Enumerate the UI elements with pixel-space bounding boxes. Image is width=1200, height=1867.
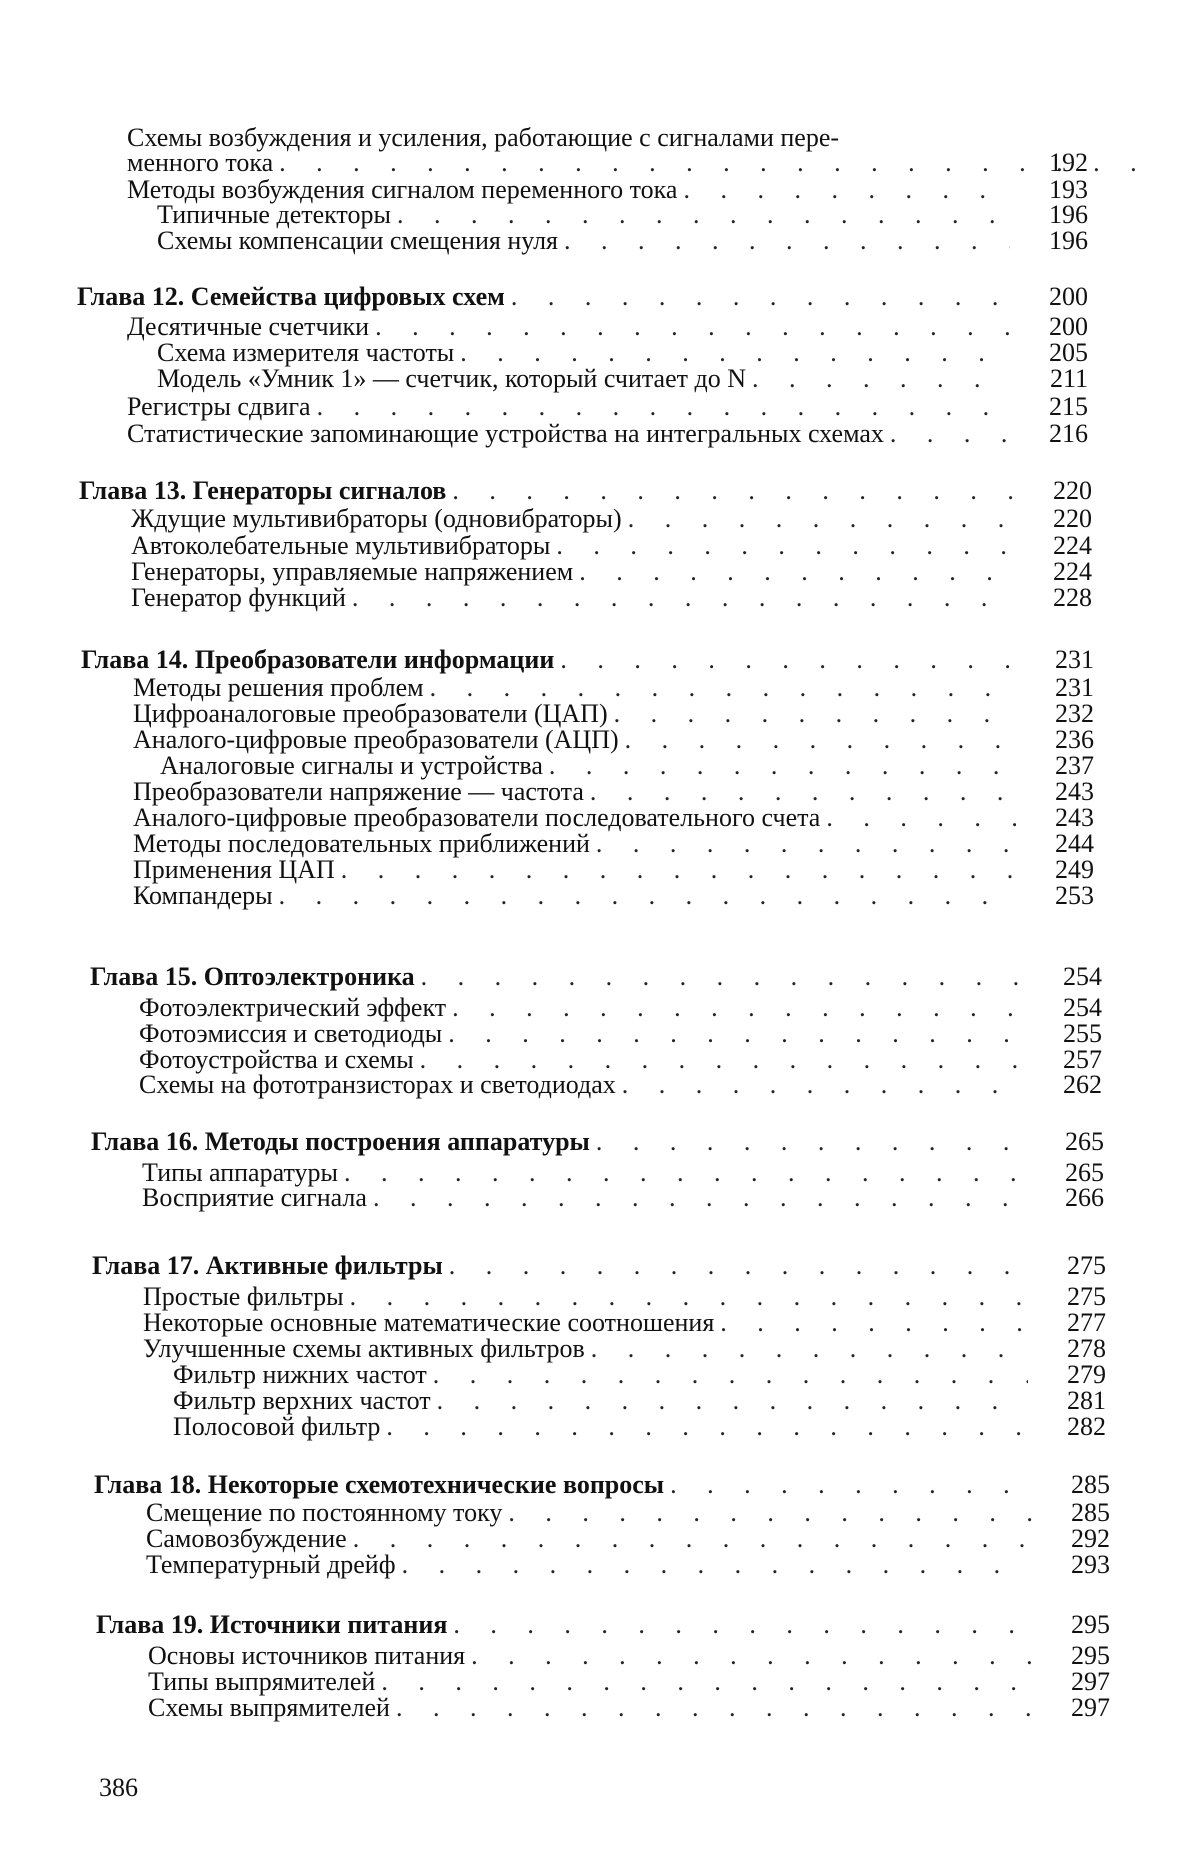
chapter-heading <box>96 1611 1032 1639</box>
dot-leader <box>273 149 1137 177</box>
toc-entry <box>157 365 1010 393</box>
toc-entry <box>173 1361 1028 1389</box>
toc-entry-title: Самовозбуждение <box>146 1524 347 1553</box>
toc-entry-title: Аналого-цифровые преобразователи последовательного счета <box>133 803 821 832</box>
toc-entry <box>127 420 1010 448</box>
dot-leader <box>558 227 1010 255</box>
toc-entry-title: Автоколебательные мультивибраторы <box>131 531 551 560</box>
toc-entry-page: 266 <box>1065 1183 1104 1212</box>
toc-entry-page: 295 <box>1071 1641 1110 1670</box>
toc-entry-page: 196 <box>1049 226 1088 255</box>
toc-entry-title: Регистры сдвига <box>127 392 311 421</box>
dot-leader <box>338 1159 1026 1187</box>
toc-entry-title: Методы возбуждения сигналом переменного тока <box>127 175 678 204</box>
dot-leader <box>424 674 1016 702</box>
toc-entry-title: Типичные детекторы <box>157 200 391 229</box>
toc-entry <box>133 700 1016 728</box>
toc-entry-title: Аналоговые сигналы и устройства <box>160 751 543 780</box>
toc-entry <box>143 1309 1028 1337</box>
chapter-page: 231 <box>1055 645 1094 674</box>
dot-leader <box>390 1694 1032 1722</box>
toc-entry-page: 215 <box>1049 392 1088 421</box>
dot-leader <box>346 584 1014 612</box>
toc-entry-title: Схемы на фототранзисторах и светодиодах <box>139 1070 616 1099</box>
toc-entry-page: 265 <box>1065 1158 1104 1187</box>
toc-entry <box>148 1668 1032 1696</box>
toc-entry <box>127 149 1137 177</box>
dot-leader <box>884 420 1010 448</box>
toc-entry-title: менного тока <box>127 148 274 177</box>
dot-leader <box>415 963 1024 991</box>
toc-entry <box>146 1499 1032 1527</box>
toc-entry-page: 249 <box>1055 855 1094 884</box>
dot-leader <box>369 313 1010 341</box>
toc-entry-page: 228 <box>1053 583 1092 612</box>
toc-entry-page: 279 <box>1067 1360 1106 1389</box>
dot-leader <box>446 477 1014 505</box>
toc-entry-page: 253 <box>1055 881 1094 910</box>
toc-entry-page: 220 <box>1053 504 1092 533</box>
toc-entry-page: 224 <box>1053 531 1092 560</box>
toc-entry-title: Полосовой фильтр <box>173 1412 381 1441</box>
toc-entry-page: 244 <box>1055 829 1094 858</box>
toc-entry-page: 297 <box>1071 1667 1110 1696</box>
chapter-title: Глава 15. Оптоэлектроника <box>90 962 415 991</box>
toc-entry-page: 196 <box>1049 200 1088 229</box>
toc-entry-title: Схемы компенсации смещения нуля <box>157 226 559 255</box>
toc-entry-page: 297 <box>1071 1693 1110 1722</box>
toc-entry-page: 254 <box>1063 993 1102 1022</box>
toc-entry-title: Схемы выпрямителей <box>148 1693 390 1722</box>
dot-leader <box>427 1361 1028 1389</box>
chapter-heading <box>77 283 1010 311</box>
dot-leader <box>677 176 1010 204</box>
dot-leader <box>273 882 1016 910</box>
toc-entry <box>143 1283 1028 1311</box>
toc-entry <box>133 778 1016 806</box>
dot-leader <box>543 752 1016 780</box>
toc-entry-title: Улучшенные схемы активных фильтров <box>143 1334 585 1363</box>
toc-entry-page: 257 <box>1063 1045 1102 1074</box>
toc-entry <box>131 558 1014 586</box>
chapter-page: 220 <box>1053 476 1092 505</box>
toc-entry-intro-line1: Схемы возбуждения и усиления, работающие с сигналами пере- <box>127 123 840 152</box>
dot-leader <box>396 1551 1032 1579</box>
chapter-page: 265 <box>1065 1127 1104 1156</box>
toc-entry-page: 237 <box>1055 751 1094 780</box>
toc-entry-page: 293 <box>1071 1550 1110 1579</box>
chapter-heading <box>91 1128 1026 1156</box>
chapter-page: 285 <box>1071 1470 1110 1499</box>
toc-entry <box>157 227 1010 255</box>
chapter-title: Глава 14. Преобразователи информации <box>81 645 555 674</box>
toc-entry-title: Температурный дрейф <box>146 1550 396 1579</box>
dot-leader <box>344 1283 1028 1311</box>
toc-entry <box>127 313 1010 341</box>
dot-leader <box>311 393 1010 421</box>
toc-entry-page: 224 <box>1053 557 1092 586</box>
dot-leader <box>446 994 1024 1022</box>
toc-entry <box>133 804 1016 832</box>
dot-leader <box>431 1387 1028 1415</box>
dot-leader <box>375 1668 1032 1696</box>
chapter-heading <box>92 1252 1028 1280</box>
chapter-page: 200 <box>1049 282 1088 311</box>
dot-leader <box>585 1335 1028 1363</box>
toc-entry-page: 236 <box>1055 725 1094 754</box>
toc-entry-title: Фотоустройства и схемы <box>139 1045 414 1074</box>
toc-entry-title: Цифроаналоговые преобразователи (ЦАП) <box>133 699 608 728</box>
dot-leader <box>608 700 1016 728</box>
toc-entry-title: Фотоэлектрический эффект <box>139 993 447 1022</box>
dot-leader <box>505 283 1010 311</box>
chapter-heading <box>90 963 1024 991</box>
dot-leader <box>447 1611 1032 1639</box>
toc-entry-title: Фильтр нижних частот <box>173 1360 427 1389</box>
chapter-page: 295 <box>1071 1610 1110 1639</box>
dot-leader <box>367 1184 1026 1212</box>
toc-entry-title: Типы аппаратуры <box>142 1158 338 1187</box>
dot-leader <box>590 1128 1026 1156</box>
toc-entry-page: 262 <box>1063 1070 1102 1099</box>
toc-entry-page: 231 <box>1055 673 1094 702</box>
dot-leader <box>465 1642 1032 1670</box>
toc-entry-title: Смещение по постоянному току <box>146 1498 503 1527</box>
toc-entry-title: Схема измерителя частоты <box>157 338 455 367</box>
dot-leader <box>616 1071 1024 1099</box>
dot-leader <box>714 1309 1028 1337</box>
toc-entry <box>173 1413 1028 1441</box>
toc-entry-title: Фотоэмиссия и светодиоды <box>139 1019 443 1048</box>
chapter-heading <box>81 646 1016 674</box>
toc-entry-title: Генераторы, управляемые напряжением <box>131 557 574 586</box>
toc-entry-page: 243 <box>1055 803 1094 832</box>
toc-entry-title: Методы последовательных приближений <box>133 829 590 858</box>
toc-entry <box>160 752 1016 780</box>
toc-entry-page: 192 <box>1049 148 1088 177</box>
chapter-title: Глава 18. Некоторые схемотехнические вопросы <box>94 1470 665 1499</box>
toc-entry <box>131 505 1014 533</box>
dot-leader <box>391 201 1010 229</box>
toc-entry-title: Ждущие мультивибраторы (одновибраторы) <box>131 504 622 533</box>
dot-leader <box>664 1471 1032 1499</box>
chapter-title: Глава 13. Генераторы сигналов <box>79 476 447 505</box>
chapter-heading <box>79 477 1014 505</box>
toc-entry-title: Основы источников питания <box>148 1641 466 1670</box>
chapter-title: Глава 12. Семейства цифровых схем <box>77 282 505 311</box>
chapter-page: 275 <box>1067 1251 1106 1280</box>
toc-entry-title: Применения ЦАП <box>133 855 335 884</box>
toc-entry-title: Простые фильтры <box>143 1282 344 1311</box>
toc-entry-title: Восприятие сигнала <box>142 1183 367 1212</box>
toc-entry <box>139 994 1024 1022</box>
toc-entry <box>146 1525 1032 1553</box>
dot-leader <box>554 646 1016 674</box>
toc-entry-page: 216 <box>1049 419 1088 448</box>
dot-leader <box>443 1252 1028 1280</box>
toc-entry <box>139 1071 1024 1099</box>
toc-entry-page: 285 <box>1071 1498 1110 1527</box>
dot-leader <box>746 365 1010 393</box>
dot-leader <box>380 1413 1028 1441</box>
toc-entry <box>133 882 1016 910</box>
dot-leader <box>442 1020 1024 1048</box>
toc-entry-title: Фильтр верхних частот <box>173 1386 431 1415</box>
toc-entry <box>143 1335 1028 1363</box>
toc-entry-page: 232 <box>1055 699 1094 728</box>
toc-entry-page: 278 <box>1067 1334 1106 1363</box>
chapter-title: Глава 16. Методы построения аппаратуры <box>91 1127 590 1156</box>
dot-leader <box>619 726 1016 754</box>
dot-leader <box>335 856 1016 884</box>
dot-leader <box>622 505 1014 533</box>
toc-entry-page: 200 <box>1049 312 1088 341</box>
toc-entry <box>133 726 1016 754</box>
toc-entry <box>133 856 1016 884</box>
toc-entry <box>142 1184 1026 1212</box>
dot-leader <box>454 339 1010 367</box>
toc-entry-title: Типы выпрямителей <box>148 1667 376 1696</box>
dot-leader <box>550 532 1014 560</box>
toc-entry-title: Статистические запоминающие устройства на интегральных схемах <box>127 419 884 448</box>
toc-entry-page: 281 <box>1067 1386 1106 1415</box>
dot-leader <box>573 558 1014 586</box>
toc-entry-page: 277 <box>1067 1308 1106 1337</box>
toc-entry-title: Генератор функций <box>131 583 346 612</box>
toc-entry <box>131 532 1014 560</box>
toc-entry-title: Десятичные счетчики <box>127 312 370 341</box>
toc-entry-page: 205 <box>1049 338 1088 367</box>
toc-entry-page: 211 <box>1049 364 1088 393</box>
dot-leader <box>584 778 1016 806</box>
toc-entry-page: 292 <box>1071 1524 1110 1553</box>
toc-entry-page: 243 <box>1055 777 1094 806</box>
page-number: 386 <box>99 1773 138 1802</box>
toc-entry-title: Модель «Умник 1» — счетчик, который считает до N <box>157 364 746 393</box>
toc-entry <box>133 674 1016 702</box>
toc-entry <box>157 201 1010 229</box>
toc-entry <box>157 339 1010 367</box>
toc-entry-page: 193 <box>1049 175 1088 204</box>
toc-entry-title: Некоторые основные математические соотношения <box>143 1308 715 1337</box>
dot-leader <box>347 1525 1032 1553</box>
toc-entry <box>148 1642 1032 1670</box>
toc-entry <box>148 1694 1032 1722</box>
chapter-page: 254 <box>1063 962 1102 991</box>
toc-entry <box>131 584 1014 612</box>
toc-entry-title: Аналого-цифровые преобразователи (АЦП) <box>133 725 619 754</box>
dot-leader <box>820 804 1016 832</box>
toc-entry-title: Компандеры <box>133 881 273 910</box>
chapter-title: Глава 19. Источники питания <box>96 1610 448 1639</box>
dot-leader <box>502 1499 1032 1527</box>
toc-entry-page: 282 <box>1067 1412 1106 1441</box>
toc-entry-title: Методы решения проблем <box>133 673 424 702</box>
chapter-title: Глава 17. Активные фильтры <box>92 1251 443 1280</box>
toc-entry <box>133 830 1016 858</box>
toc-entry-page: 275 <box>1067 1282 1106 1311</box>
toc-entry <box>173 1387 1028 1415</box>
toc-entry-page: 255 <box>1063 1019 1102 1048</box>
toc-entry-title: Преобразователи напряжение — частота <box>133 777 584 806</box>
toc-entry <box>146 1551 1032 1579</box>
toc-entry <box>127 393 1010 421</box>
dot-leader <box>590 830 1016 858</box>
toc-entry <box>139 1020 1024 1048</box>
chapter-heading <box>94 1471 1032 1499</box>
